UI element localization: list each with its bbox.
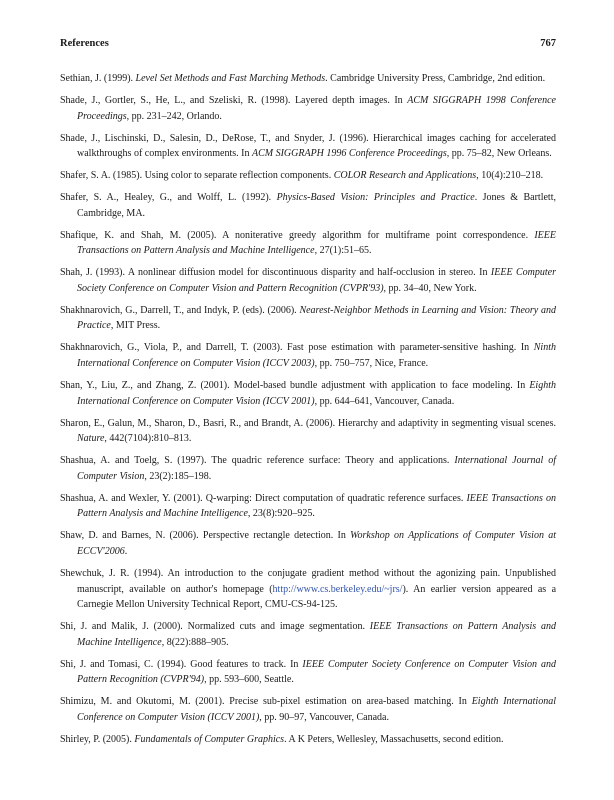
reference-title: Eighth International Conference on Computer Vision (ICCV 2001) — [77, 380, 556, 407]
reference-entry — [60, 93, 556, 124]
reference-details: , pp. 750–757, Nice, France. — [314, 358, 429, 370]
reference-text: Shafique, K. and Shah, M. (2005). A noniterative greedy algorithm for multiframe point correspondence. — [60, 229, 535, 241]
reference-entry — [60, 732, 556, 748]
reference-title: Nearest-Neighbor Methods in Learning and Vision: Theory and Practice — [77, 304, 556, 332]
reference-entry — [60, 228, 556, 259]
reference-entry — [60, 491, 556, 522]
reference-title: ACM SIGGRAPH 1996 Conference Proceedings — [251, 148, 447, 160]
reference-text: Shakhnarovich, G., Darrell, T., and Indyk, P. (eds). (2006). — [60, 304, 300, 316]
reference-text: Shimizu, M. and Okutomi, M. (2001). Precise sub-pixel estimation on area-based matching. In — [60, 696, 472, 708]
reference-text: Sharon, E., Galun, M., Sharon, D., Basri, R., and Brandt, A. (2006). Hierarchy and adaptivity in segmenting visual scenes. — [60, 417, 556, 429]
reference-entry — [60, 340, 556, 371]
reference-details: , pp. 90–97, Vancouver, Canada. — [259, 711, 389, 723]
reference-text: Shafer, S. A. (1985). Using color to separate reflection components. — [60, 170, 334, 182]
reference-details: , pp. 75–82, New Orleans. — [446, 148, 552, 160]
reference-details: , 23(2):185–198. — [144, 470, 212, 482]
reference-details: , pp. 34–40, New York. — [383, 282, 477, 294]
reference-title: Workshop on Applications of Computer Vision at ECCV'2006 — [77, 530, 556, 557]
reference-title: International Journal of Computer Vision — [77, 455, 556, 482]
reference-entry — [60, 619, 556, 650]
reference-text: Shade, J., Lischinski, D., Salesin, D., DeRose, T., and Snyder, J. (1996). Hierarchical images caching for accelerated walkthroughs of complex environments. In — [60, 132, 556, 160]
running-header — [60, 38, 556, 54]
reference-entry — [60, 303, 556, 334]
reference-details: . A K Peters, Wellesley, Massachusetts, second edition. — [284, 733, 504, 745]
reference-title: IEEE Computer Society Conference on Computer Vision and Pattern Recognition (CVPR'94) — [77, 658, 556, 686]
reference-text: Shah, J. (1993). A nonlinear diffusion model for discontinuous disparity and half-occlusion in stereo. In — [60, 267, 491, 279]
reference-title: IEEE Transactions on Pattern Analysis and Machine Intelligence — [77, 229, 556, 257]
reference-entry — [60, 190, 556, 221]
reference-text: Shade, J., Gortler, S., He, L., and Szeliski, R. (1998). Layered depth images. In — [60, 94, 408, 106]
section-title: References — [60, 38, 109, 49]
reference-details: . — [124, 545, 128, 557]
reference-title: IEEE Transactions on Pattern Analysis and Machine Intelligence — [77, 621, 556, 648]
reference-entry — [60, 131, 556, 162]
reference-entry — [60, 378, 556, 409]
reference-details: ). An earlier version appeared as a Carnegie Mellon University Technical Report, CMU-CS-94-125. — [77, 583, 557, 611]
reference-title: Ninth International Conference on Computer Vision (ICCV 2003) — [77, 342, 556, 370]
reference-title: Fundamentals of Computer Graphics — [134, 733, 285, 745]
reference-title: Eighth International Conference on Computer Vision (ICCV 2001) — [77, 696, 556, 723]
reference-details: , 8(22):888–905. — [161, 636, 229, 648]
reference-entry — [60, 168, 556, 184]
reference-details: , 23(8):920–925. — [247, 508, 315, 520]
reference-text: Shakhnarovich, G., Viola, P., and Darrell, T. (2003). Fast pose estimation with parameter-sensitive hashing. In — [60, 342, 534, 354]
reference-entry — [60, 416, 556, 447]
reference-details: , 442(7104):810–813. — [104, 433, 192, 445]
reference-entry — [60, 71, 556, 87]
reference-entry — [60, 528, 556, 559]
reference-details: . Jones & Bartlett, Cambridge, MA. — [77, 192, 556, 219]
reference-details: . Cambridge University Press, Cambridge, 2nd edition. — [325, 73, 546, 84]
reference-title: Physics-Based Vision: Principles and Practice — [276, 192, 475, 204]
reference-text: Shi, J. and Tomasi, C. (1994). Good features to track. In — [60, 658, 303, 670]
reference-text: Shafer, S. A., Healey, G., and Wolff, L. (1992). — [60, 192, 277, 204]
reference-text: Sethian, J. (1999). — [60, 73, 136, 84]
page-number: 767 — [540, 38, 556, 49]
reference-text: Shaw, D. and Barnes, N. (2006). Perspective rectangle detection. In — [60, 530, 351, 542]
reference-entry — [60, 453, 556, 484]
reference-details: , 27(1):51–65. — [314, 245, 372, 257]
reference-text: Shewchuk, J. R. (1994). An introduction to the conjugate gradient method without the agonizing pain. Unpublished manuscript, available on author's homepage ( — [60, 567, 556, 595]
reference-title: IEEE Computer Society Conference on Computer Vision and Pattern Recognition (CVPR'93) — [77, 267, 556, 294]
reference-title: Nature — [77, 433, 105, 445]
reference-text: Shashua, A. and Toelg, S. (1997). The quadric reference surface: Theory and applications. — [60, 455, 455, 467]
reference-entry — [60, 265, 556, 296]
reference-details: , pp. 644–641, Vancouver, Canada. — [314, 395, 455, 407]
reference-text: Shashua, A. and Wexler, Y. (2001). Q-warping: Direct computation of quadratic reference surfaces. — [60, 492, 467, 504]
reference-entry — [60, 566, 556, 613]
reference-title: ACM SIGGRAPH 1998 Conference Proceedings — [77, 94, 556, 122]
reference-text: Shi, J. and Malik, J. (2000). Normalized cuts and image segmentation. — [60, 621, 370, 633]
reference-entry — [60, 694, 556, 725]
reference-title: Level Set Methods and Fast Marching Methods — [135, 73, 326, 84]
homepage-link[interactable]: http://www.cs.berkeley.edu/~jrs/ — [272, 583, 403, 595]
reference-text: Shirley, P. (2005). — [60, 733, 135, 745]
reference-title: IEEE Transactions on Pattern Analysis and Machine Intelligence — [77, 492, 556, 520]
reference-title: COLOR Research and Applications — [333, 170, 477, 182]
reference-details: , 10(4):210–218. — [476, 170, 544, 182]
reference-details: , pp. 231–242, Orlando. — [126, 110, 222, 122]
reference-entry — [60, 657, 556, 688]
reference-text: Shan, Y., Liu, Z., and Zhang, Z. (2001). Model-based bundle adjustment with application to face modeling. In — [60, 380, 530, 392]
reference-details: , pp. 593–600, Seattle. — [204, 674, 294, 686]
reference-details: , MIT Press. — [110, 320, 161, 332]
reference-list — [60, 71, 556, 754]
